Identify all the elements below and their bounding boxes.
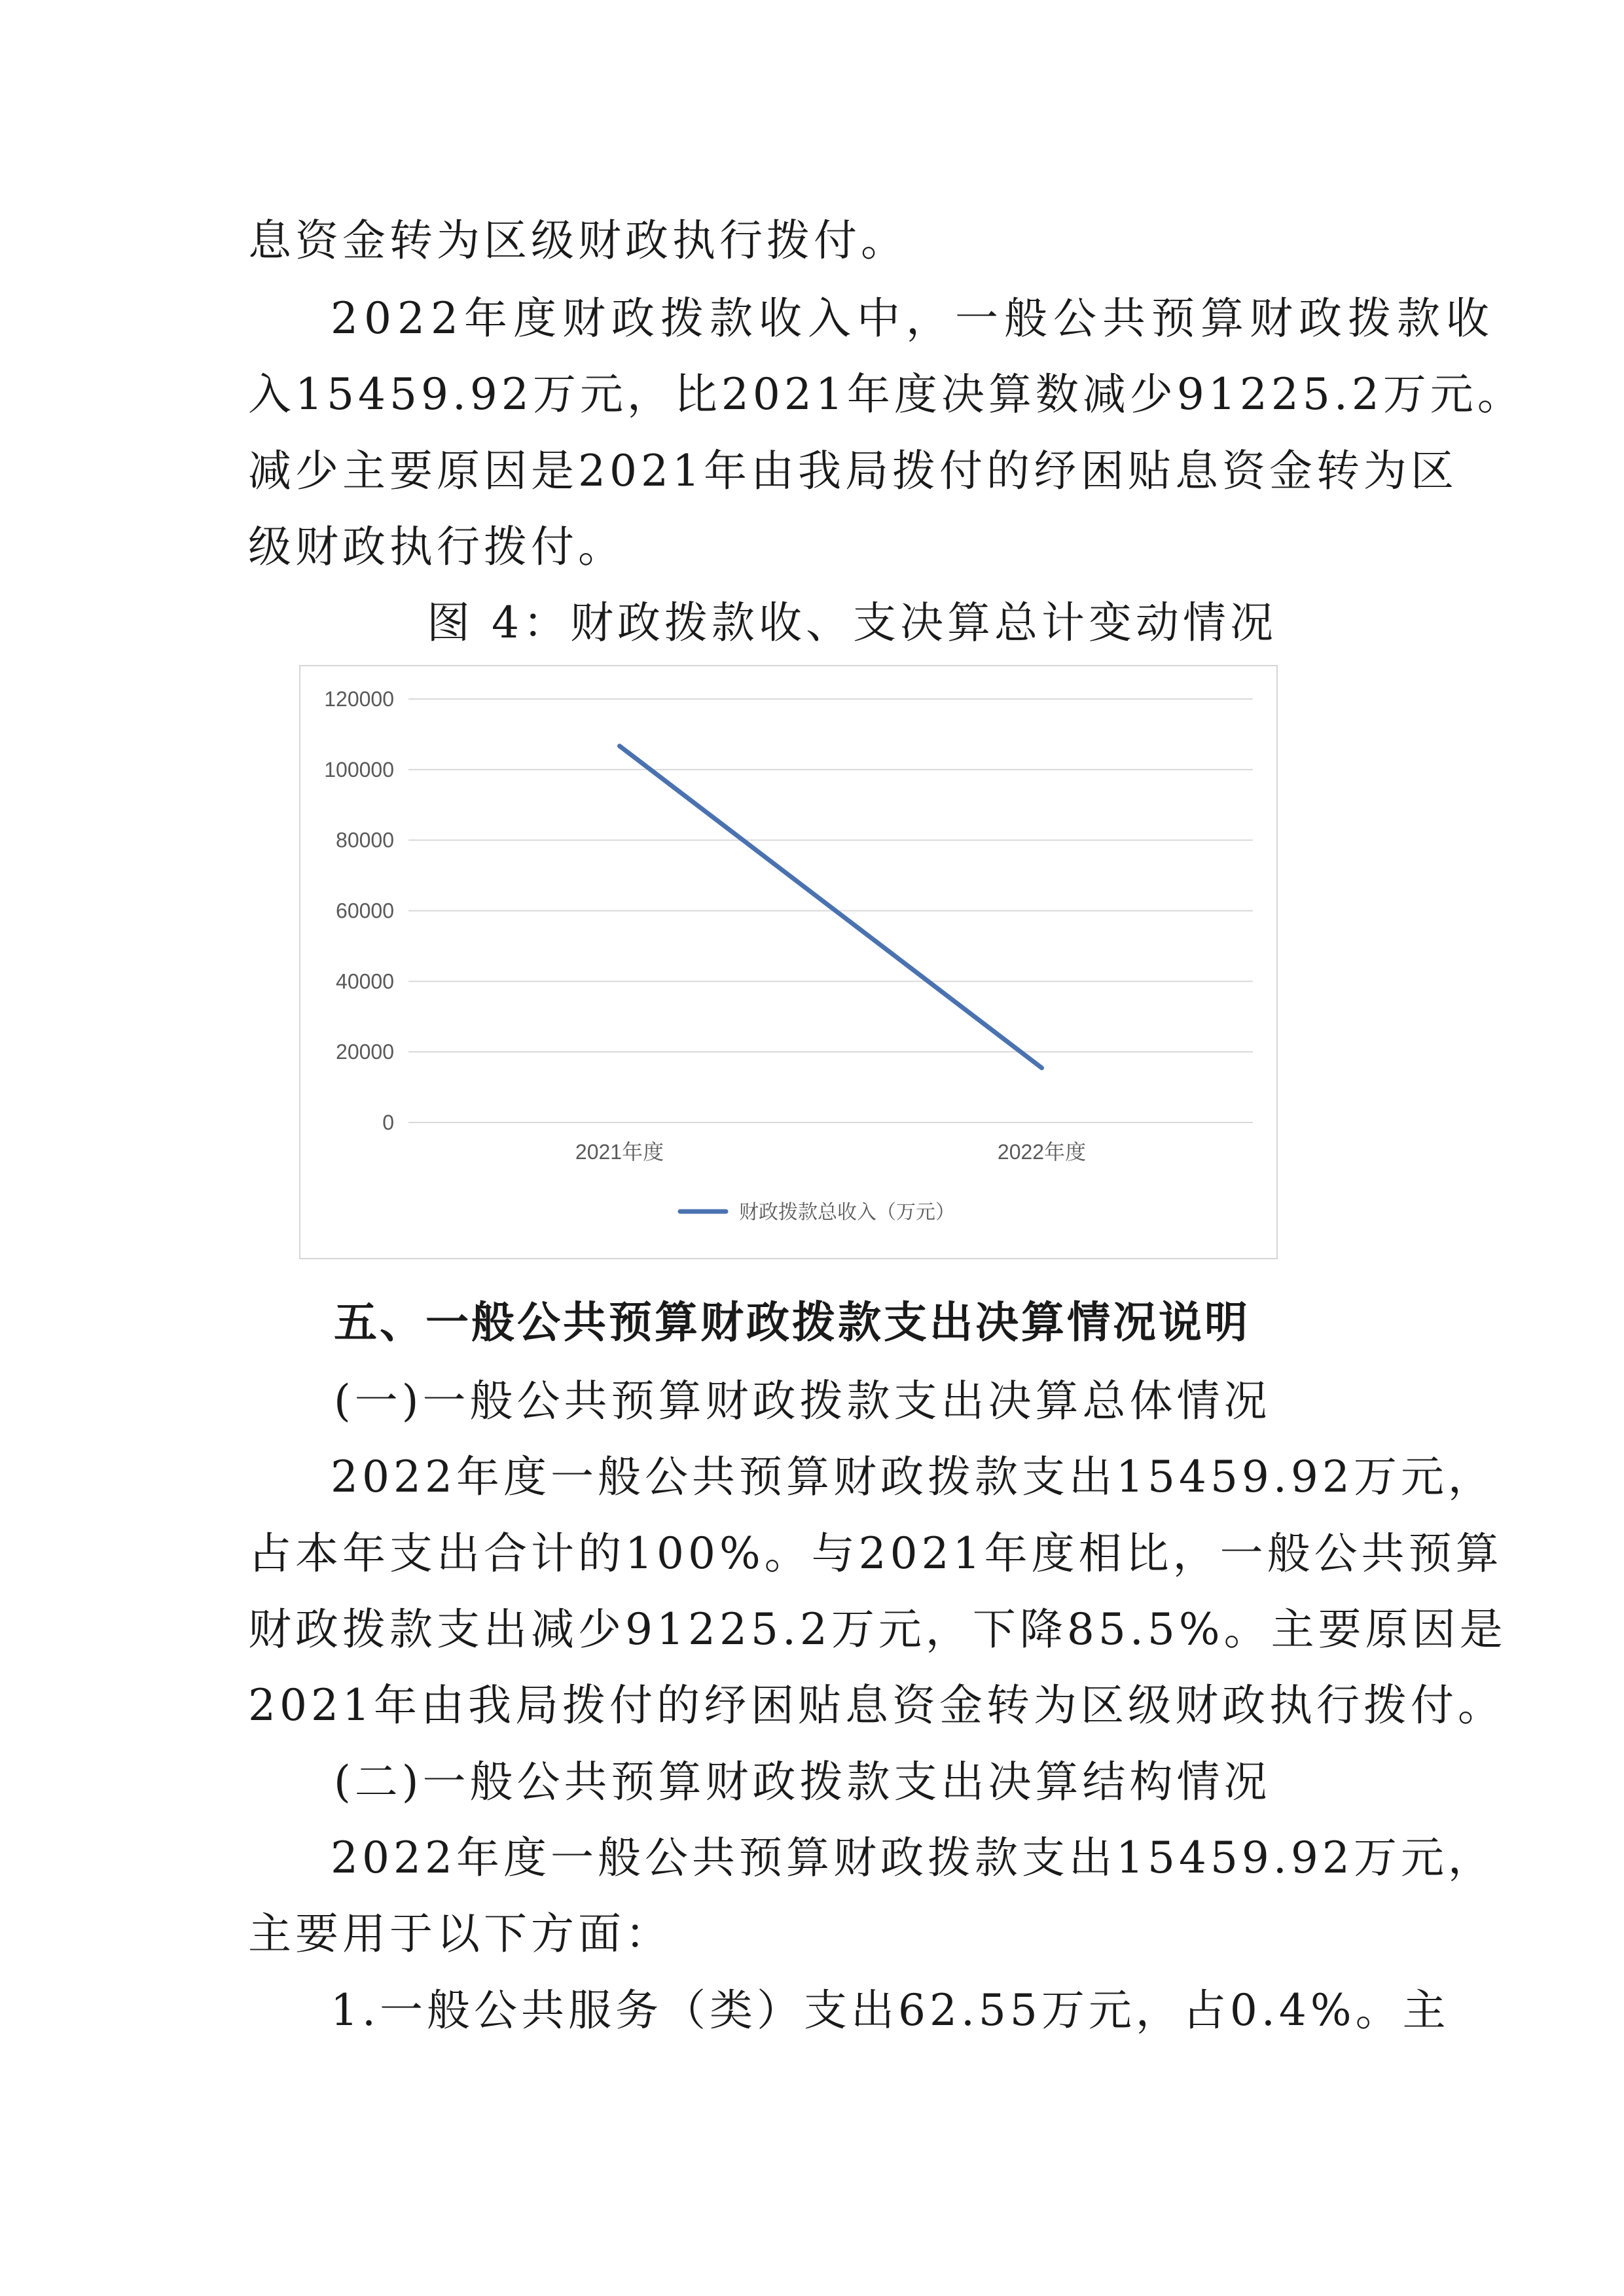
paragraph-3-line-1: 1.一般公共服务（类）支出62.55万元，占0.4%。主 bbox=[331, 1985, 1450, 2036]
text-line-2: 2022年度财政拨款收入中，一般公共预算财政拨款收 bbox=[331, 293, 1495, 344]
section-heading-5: 五、一般公共预算财政拨款支出决算情况说明 bbox=[334, 1297, 1250, 1348]
legend-label: 财政拨款总收入（万元） bbox=[739, 1201, 955, 1224]
paragraph-2-line-2: 主要用于以下方面： bbox=[248, 1909, 672, 1959]
y-tick-label: 60000 bbox=[336, 899, 394, 923]
y-tick-label: 120000 bbox=[324, 687, 394, 711]
y-tick-label: 100000 bbox=[324, 757, 394, 781]
paragraph-1-line-2: 占本年支出合计的100%。与2021年度相比，一般公共预算 bbox=[248, 1528, 1503, 1579]
subheading-1: (一)一般公共预算财政拨款支出决算总体情况 bbox=[334, 1376, 1271, 1426]
paragraph-1-line-4: 2021年由我局拨付的纾困贴息资金转为区级财政执行拨付。 bbox=[248, 1680, 1505, 1731]
figure-caption: 图 4：财政拨款收、支决算总计变动情况 bbox=[427, 598, 1277, 648]
text-line-4: 减少主要原因是2021年由我局拨付的纾困贴息资金转为区 bbox=[248, 446, 1458, 496]
paragraph-2-line-1: 2022年度一般公共预算财政拨款支出15459.92万元， bbox=[331, 1833, 1495, 1883]
y-tick-label: 20000 bbox=[336, 1040, 394, 1064]
chart-canvas bbox=[300, 666, 1276, 1258]
line-chart bbox=[299, 665, 1278, 1259]
subheading-2: (二)一般公共预算财政拨款支出决算结构情况 bbox=[334, 1757, 1271, 1807]
x-tick-label: 2021年度 bbox=[575, 1140, 664, 1164]
y-tick-label: 0 bbox=[382, 1111, 394, 1134]
text-line-3: 入15459.92万元，比2021年度决算数减少91225.2万元。 bbox=[248, 369, 1525, 420]
y-tick-label: 40000 bbox=[336, 969, 394, 994]
text-line-1: 息资金转为区级财政执行拨付。 bbox=[248, 215, 908, 266]
paragraph-1-line-1: 2022年度一般公共预算财政拨款支出15459.92万元， bbox=[331, 1452, 1495, 1502]
x-tick-label: 2022年度 bbox=[997, 1140, 1087, 1164]
text-line-5: 级财政执行拨付。 bbox=[248, 522, 625, 572]
paragraph-1-line-3: 财政拨款支出减少91225.2万元，下降85.5%。主要原因是 bbox=[248, 1604, 1507, 1655]
y-tick-label: 80000 bbox=[336, 828, 394, 852]
series-line bbox=[620, 746, 1042, 1068]
